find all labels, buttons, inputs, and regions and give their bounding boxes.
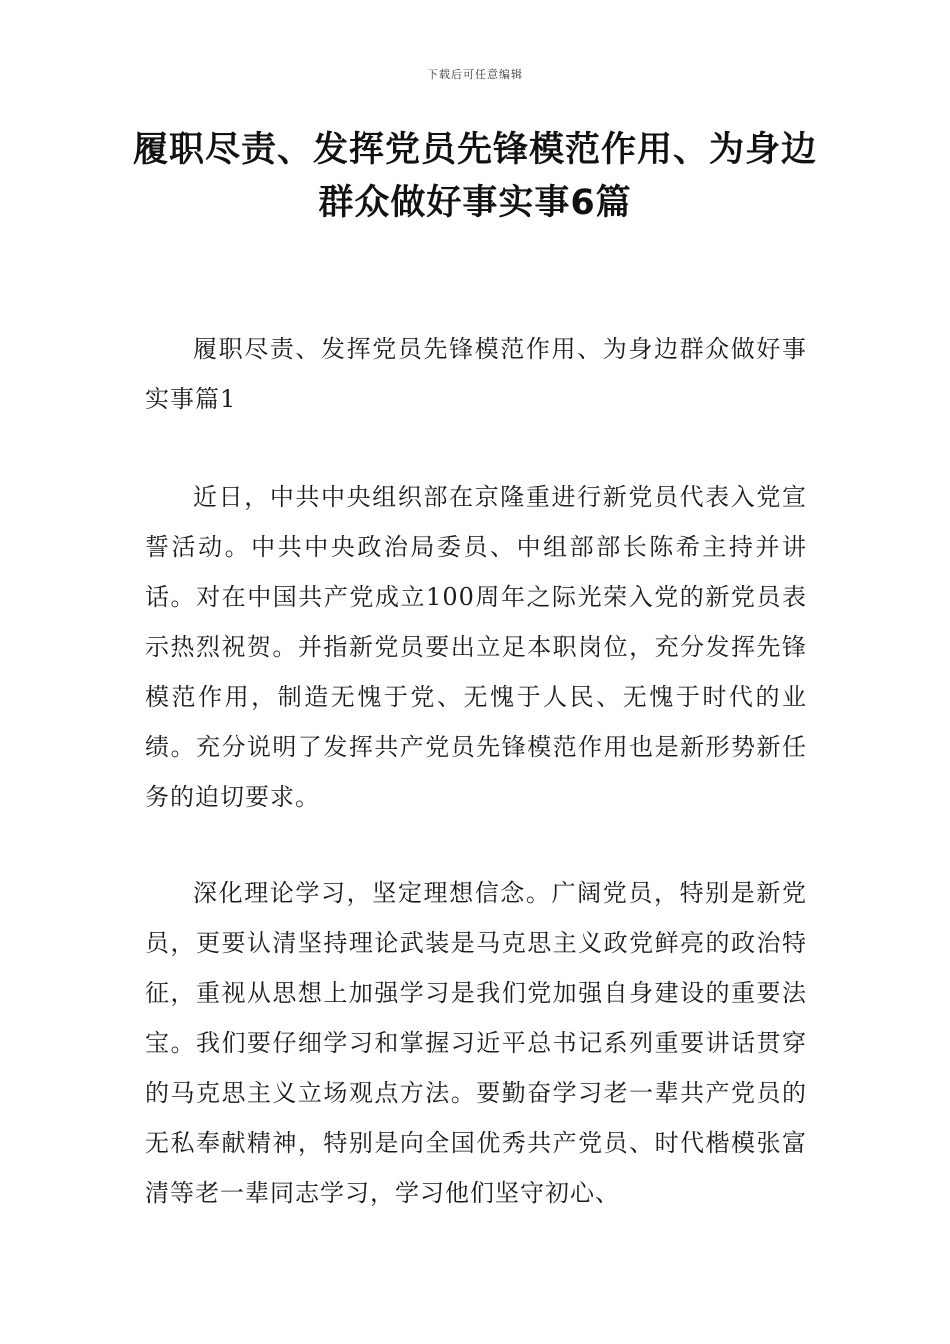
paragraph-2: 深化理论学习，坚定理想信念。广阔党员，特别是新党员，更要认清坚持理论武装是马克思主义政党鲜亮的政治特征，重视从思想上加强学习是我们党加强自身建设的重要法宝。我们要仔细学习和掌握习近平总书记系列重要讲话贯穿的马克思主义立场观点方法。要勤奋学习老一辈共产党员的无私奉献精神，特别是向全国优秀共产党员、时代楷模张富清等老一辈同志学习，学习他们坚守初心、 xyxy=(145,879,807,1207)
document-title: 履职尽责、发挥党员先锋模范作用、为身边群众做好事实事6篇 xyxy=(132,130,817,223)
section-subtitle: 履职尽责、发挥党员先锋模范作用、为身边群众做好事实事篇1 xyxy=(145,335,807,413)
header-note: 下载后可任意编辑 xyxy=(427,68,523,81)
paragraph-1: 近日，中共中央组织部在京隆重进行新党员代表入党宣誓活动。中共中央政治局委员、中组部部长陈希主持并讲话。对在中国共产党成立100周年之际光荣入党的新党员表示热烈祝贺。并指新党员要出立足本职岗位，充分发挥先锋模范作用，制造无愧于党、无愧于人民、无愧于时代的业绩。充分说明了发挥共产党员先锋模范作用也是新形势新任务的迫切要求。 xyxy=(145,483,807,811)
